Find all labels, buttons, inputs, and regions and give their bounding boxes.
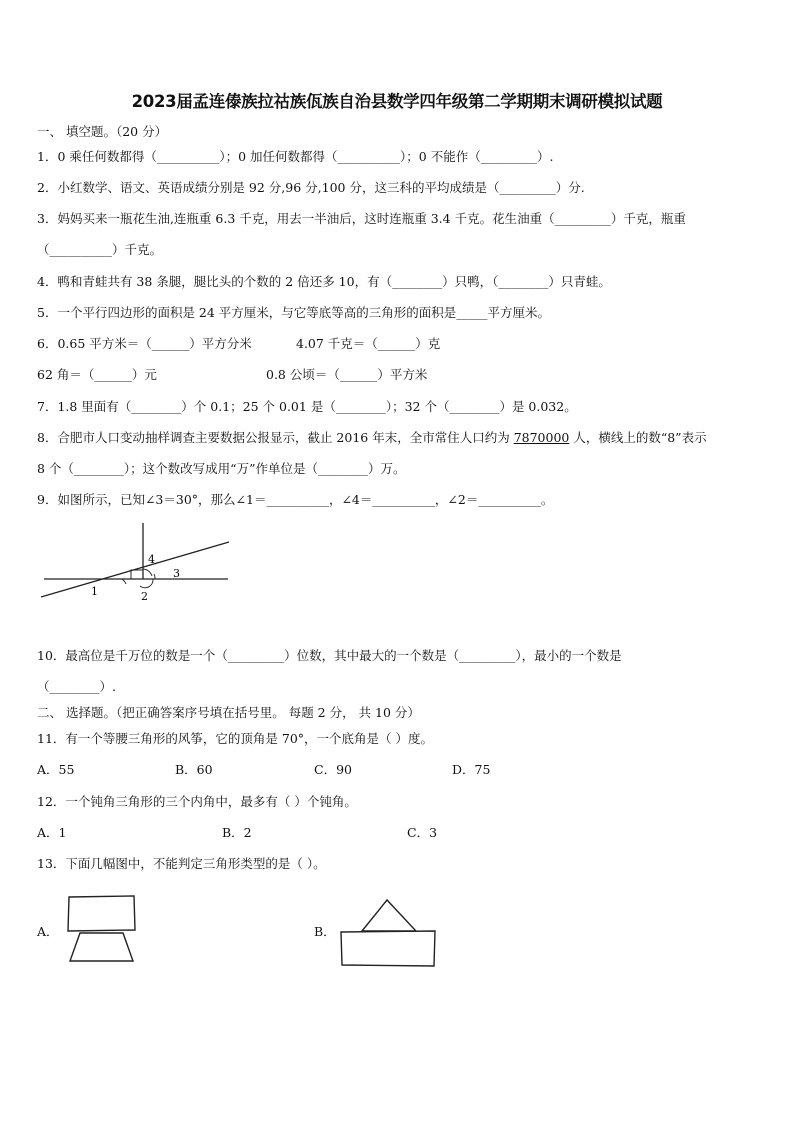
question-3-line-2: （__________）千克。 xyxy=(37,242,163,257)
q12-option-a: A．1 xyxy=(37,825,67,840)
q11-option-c: C．90 xyxy=(314,762,352,777)
question-8-line-2: 8 个（________）；这个数改写成用“万”作单位是（________）万。 xyxy=(37,461,406,476)
section-heading-fill-blank: 一、 填空题。（20 分） xyxy=(37,124,168,139)
page-title: 2023届孟连傣族拉祜族佤族自治县数学四年级第二学期期末调研模拟试题 xyxy=(131,92,663,111)
q12-option-b: B．2 xyxy=(222,825,252,840)
question-2: 2．小红数学、语文、英语成绩分别是 92 分,96 分,100 分，这三科的平均成绩是（_________）分. xyxy=(37,180,585,195)
question-9: 9．如图所示，已知∠3＝30°，那么∠1＝__________，∠4＝__________，∠2＝__________。 xyxy=(37,492,554,507)
q13-option-b: B． xyxy=(314,924,336,939)
question-5: 5．一个平行四边形的面积是 24 平方厘米，与它等底等高的三角形的面积是_____平方厘米。 xyxy=(37,305,551,320)
angle-label-2: 2 xyxy=(141,590,148,603)
q11-option-a: A．55 xyxy=(37,762,75,777)
question-8-text-b: 人，横线上的数“8”表示 xyxy=(569,430,707,445)
section-heading-multiple-choice: 二、 选择题。（把正确答案序号填在括号里。 每题 2 分， 共 10 分） xyxy=(37,705,420,720)
question-3-line-1: 3．妈妈买来一瓶花生油,连瓶重 6.3 千克，用去一半油后，这时连瓶重 3.4 千克。花生油重（_________）千克，瓶重 xyxy=(37,211,686,226)
question-7: 7．1.8 里面有（________）个 0.1；25 个 0.01 是（________）；32 个（________）是 0.032。 xyxy=(37,399,577,414)
question-10-line-2: （________）. xyxy=(37,679,116,694)
q11-option-d: D．75 xyxy=(452,762,491,777)
population-number: 7870000 xyxy=(513,430,570,445)
question-10-line-1: 10．最高位是千万位的数是一个（_________）位数，其中最大的一个数是（_________），最小的一个数是 xyxy=(37,648,622,663)
question-6-part-a: 6．0.65 平方米＝（______）平方分米 xyxy=(37,336,252,351)
q11-option-b: B．60 xyxy=(175,762,213,777)
q13-figure-a xyxy=(66,894,138,964)
angle-figure xyxy=(36,518,236,603)
question-8-line-1 xyxy=(37,428,707,446)
q13-figure-b xyxy=(338,898,438,968)
question-6-part-d: 0.8 公顷＝（______）平方米 xyxy=(266,367,428,382)
question-6-part-b: 4.07 千克＝（______）克 xyxy=(296,336,441,351)
question-6-part-c: 62 角＝（______）元 xyxy=(37,367,157,382)
question-4: 4．鸭和青蛙共有 38 条腿，腿比头的个数的 2 倍还多 10，有（________）只鸭，（________）只青蛙。 xyxy=(37,274,611,289)
question-1: 1．0 乘任何数都得（__________）；0 加任何数都得（__________）；0 不能作（_________）. xyxy=(37,149,554,164)
q13-option-a: A． xyxy=(37,924,59,939)
angle-label-3: 3 xyxy=(173,567,180,580)
question-12: 12．一个钝角三角形的三个内角中，最多有（ ）个钝角。 xyxy=(37,794,357,809)
angle-label-4: 4 xyxy=(148,553,155,566)
angle-label-1: 1 xyxy=(91,585,98,598)
question-11: 11．有一个等腰三角形的风筝，它的顶角是 70°，一个底角是（ ）度。 xyxy=(37,731,434,746)
question-13: 13．下面几幅图中，不能判定三角形类型的是（ ）。 xyxy=(37,856,326,871)
question-8-text-a: 8．合肥市人口变动抽样调查主要数据公报显示，截止 2016 年末，全市常住人口约为 xyxy=(37,430,514,445)
q12-option-c: C．3 xyxy=(407,825,438,840)
